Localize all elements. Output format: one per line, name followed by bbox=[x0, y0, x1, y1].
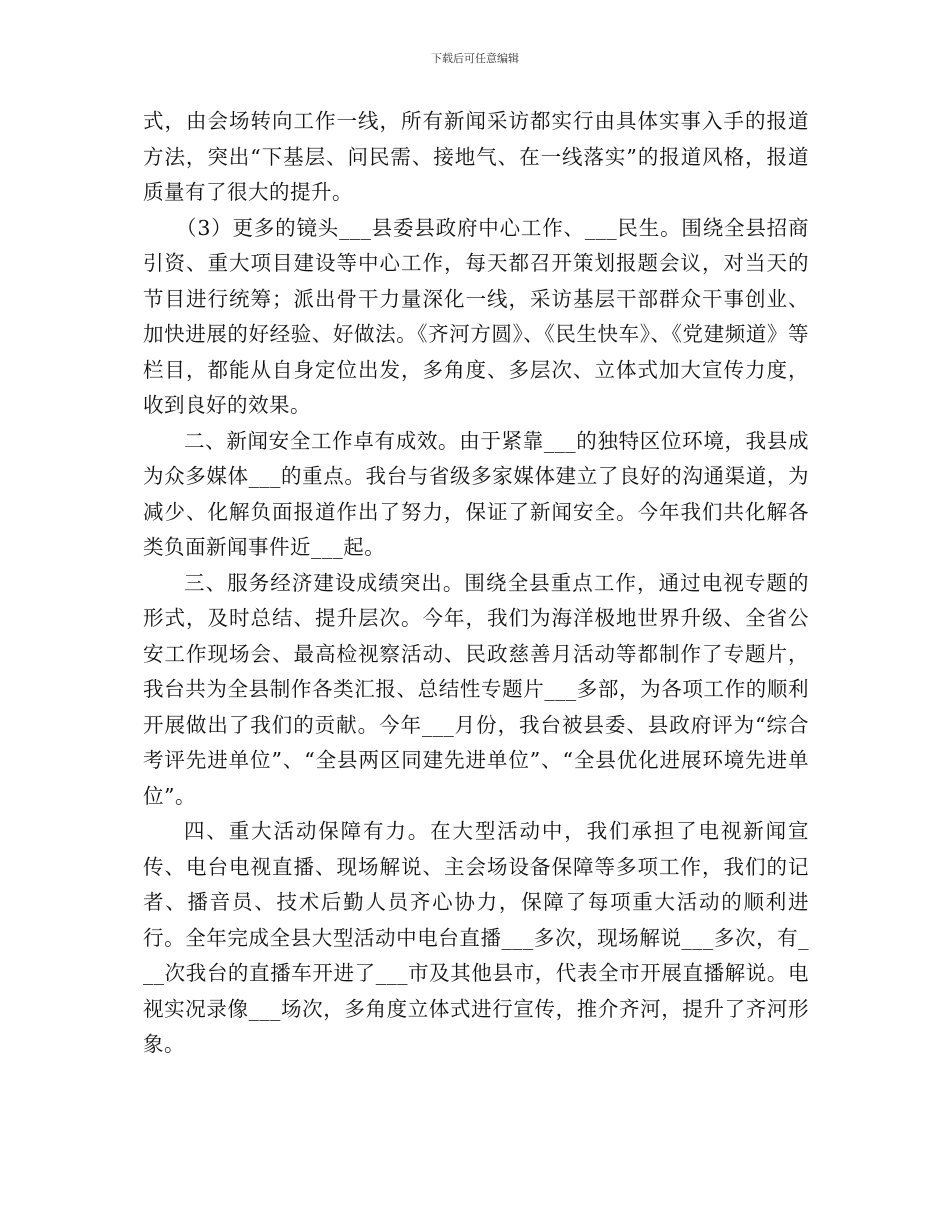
paragraph-continued: 式，由会场转向工作一线，所有新闻采访都实行由具体实事入手的报道方法，突出“下基层、问民需、接地气、在一线落实”的报道风格，报道质量有了很大的提升。 bbox=[143, 109, 809, 204]
document-body bbox=[143, 104, 809, 1063]
paragraph-section-3: 三、服务经济建设成绩突出。围绕全县重点工作，通过电视专题的形式，及时总结、提升层次。今年，我们为海洋极地世界升级、全省公安工作现场会、最高检视察活动、民政慈善月活动等都制作了专题片，我台共为全县制作各类汇报、总结性专题片___多部，为各项工作的顺利开展做出了我们的贡献。今年___月份，我台被县委、县政府评为“综合考评先进单位”、“全县两区同建先进单位”、“全县优化进展环境先进单位”。 bbox=[143, 570, 809, 808]
paragraph-section-4: 四、重大活动保障有力。在大型活动中，我们承担了电视新闻宣传、电台电视直播、现场解说、主会场设备保障等多项工作，我们的记者、播音员、技术后勤人员齐心协力，保障了每项重大活动的顺利进行。全年完成全县大型活动中电台直播___多次，现场解说___多次，有___次我台的直播车开进了___市及其他县市，代表全市开展直播解说。电视实况录像___场次，多角度立体式进行宣传，推介齐河，提升了齐河形象。 bbox=[143, 819, 809, 1056]
paragraph-item-3: （3）更多的镜头___县委县政府中心工作、___民生。围绕全县招商引资、重大项目建设等中心工作，每天都召开策划报题会议，对当天的节目进行统筹；派出骨干力量深化一线，采访基层干部群众干事创业、加快进展的好经验、好做法。《齐河方圆》、《民生快车》、《党建频道》等栏目，都能从自身定位出发，多角度、多层次、立体式加大宣传力度，收到良好的效果。 bbox=[143, 215, 809, 417]
paragraph-section-2: 二、新闻安全工作卓有成效。由于紧靠___的独特区位环境，我县成为众多媒体___的重点。我台与省级多家媒体建立了良好的沟通渠道，为减少、化解负面报道作出了努力，保证了新闻安全。今年我们共化解各类负面新闻事件近___起。 bbox=[143, 428, 809, 559]
page-header: 下载后可任意编辑 bbox=[431, 52, 519, 65]
